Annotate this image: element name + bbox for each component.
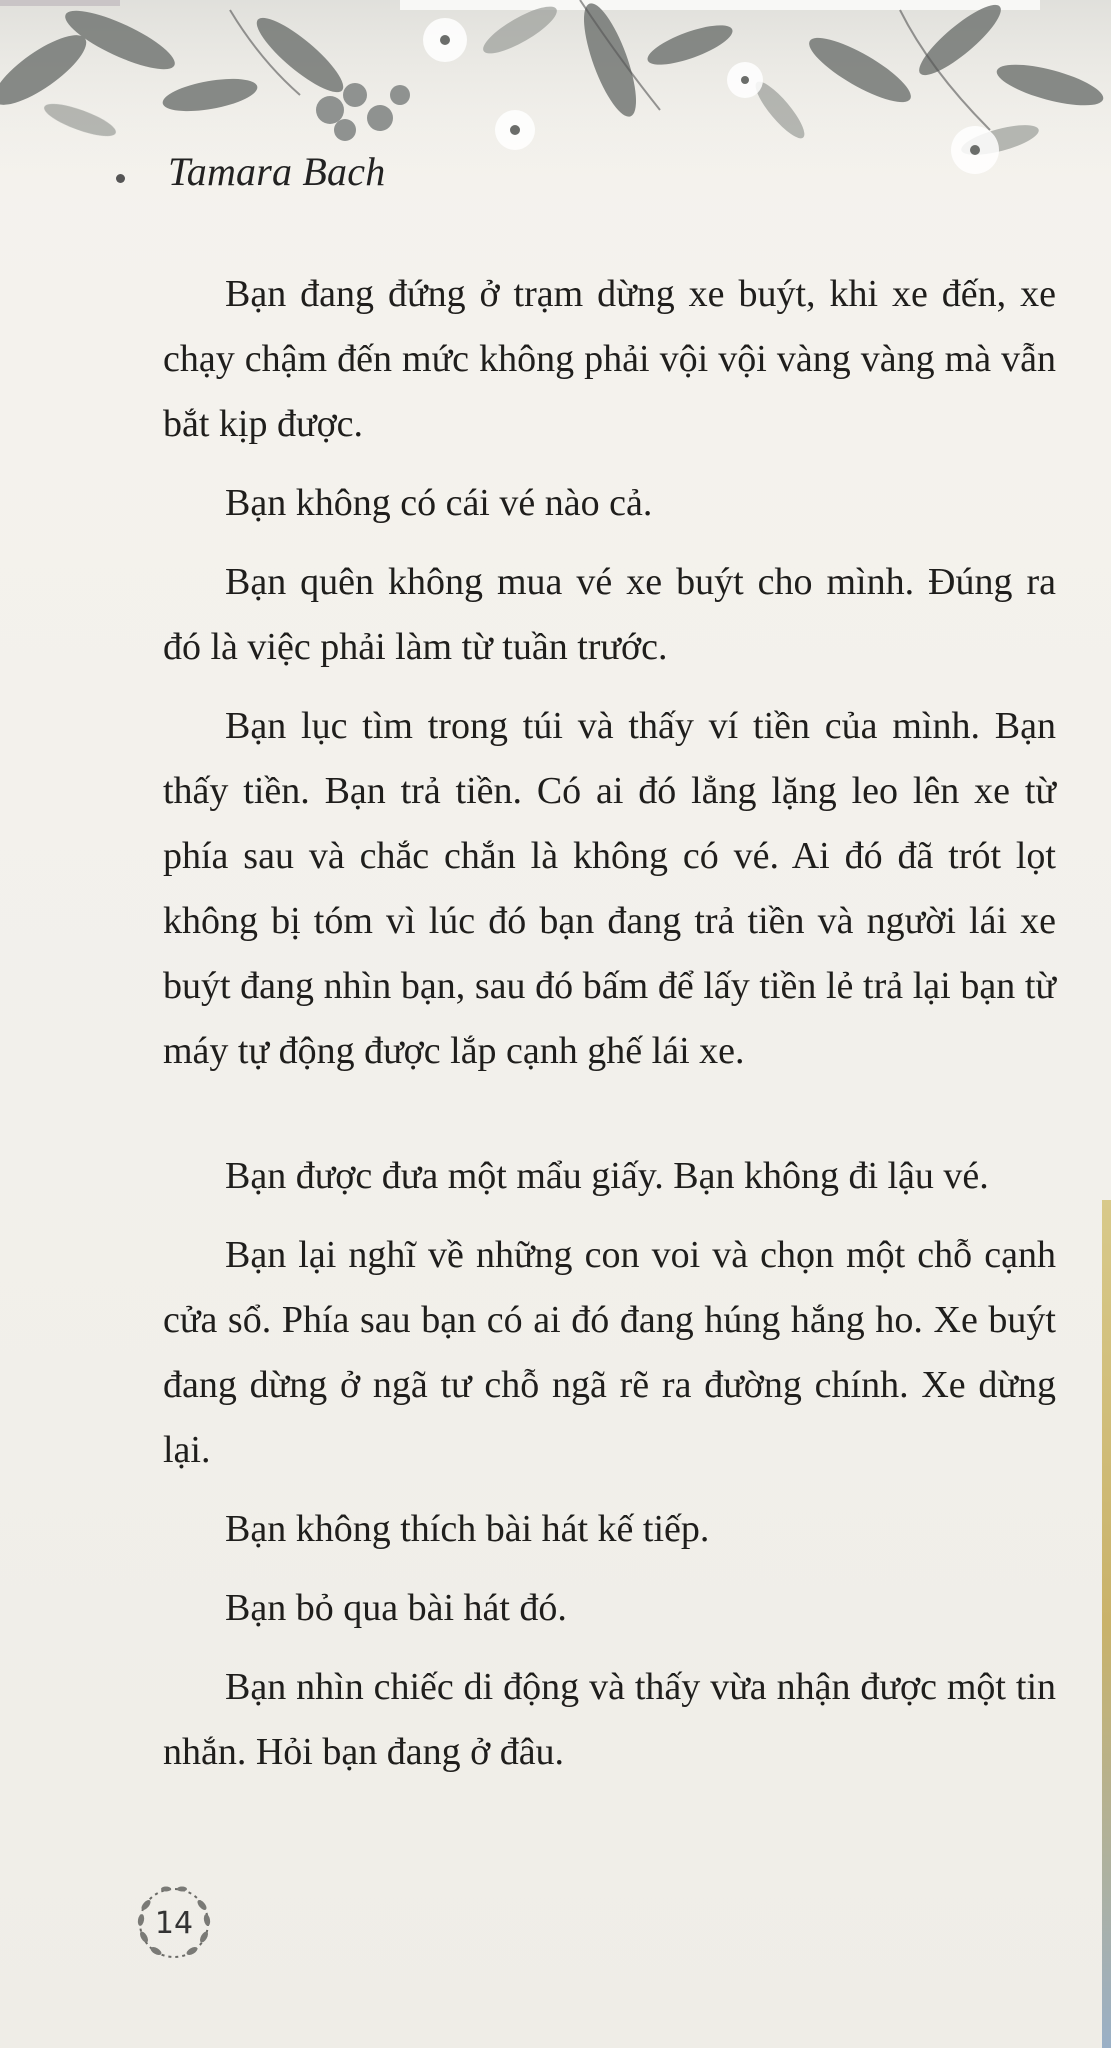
paragraph: Bạn không thích bài hát kế tiếp. — [225, 1508, 710, 1550]
running-header-author: Tamara Bach — [168, 149, 386, 194]
header-bullet-ornament — [116, 174, 125, 183]
scanner-edge-strip — [1102, 1200, 1111, 2048]
paragraph: Bạn bỏ qua bài hát đó. — [225, 1587, 567, 1629]
paragraph: Bạn đang đứng ở trạm dừng xe buýt, khi xe đến, xe chạy chậm đến mức không phải vội vội vàng vàng mà vẫn bắt kịp được. — [163, 273, 1056, 445]
paragraph: Bạn được đưa một mẩu giấy. Bạn không đi lậu vé. — [225, 1155, 989, 1197]
paragraph: Bạn nhìn chiếc di động và thấy vừa nhận được một tin nhắn. Hỏi bạn đang ở đâu. — [163, 1666, 1056, 1773]
page-number-badge — [126, 1875, 222, 1971]
page-number: 14 — [154, 1905, 194, 1941]
paragraph: Bạn không có cái vé nào cả. — [225, 482, 653, 524]
paragraph: Bạn lục tìm trong túi và thấy ví tiền của mình. Bạn thấy tiền. Bạn trả tiền. Có ai đó lẳng lặng leo lên xe từ phía sau và chắc chắn là không có vé. Ai đó đã trót lọt không bị tóm vì lúc đó bạn đang trả tiền và người lái xe buýt đang nhìn bạn, sau đó bấm để lấy tiền lẻ trả lại bạn từ máy tự động được lắp cạnh ghế lái xe. — [163, 705, 1056, 1072]
paragraph: Bạn quên không mua vé xe buýt cho mình. Đúng ra đó là việc phải làm từ tuần trước. — [163, 561, 1056, 668]
paragraph: Bạn lại nghĩ về những con voi và chọn một chỗ cạnh cửa sổ. Phía sau bạn có ai đó đang húng hắng ho. Xe buýt đang dừng ở ngã tư chỗ ngã rẽ ra đường chính. Xe dừng lại. — [163, 1234, 1056, 1471]
body-text — [163, 262, 1056, 1785]
floral-header-ornament — [0, 0, 1111, 215]
